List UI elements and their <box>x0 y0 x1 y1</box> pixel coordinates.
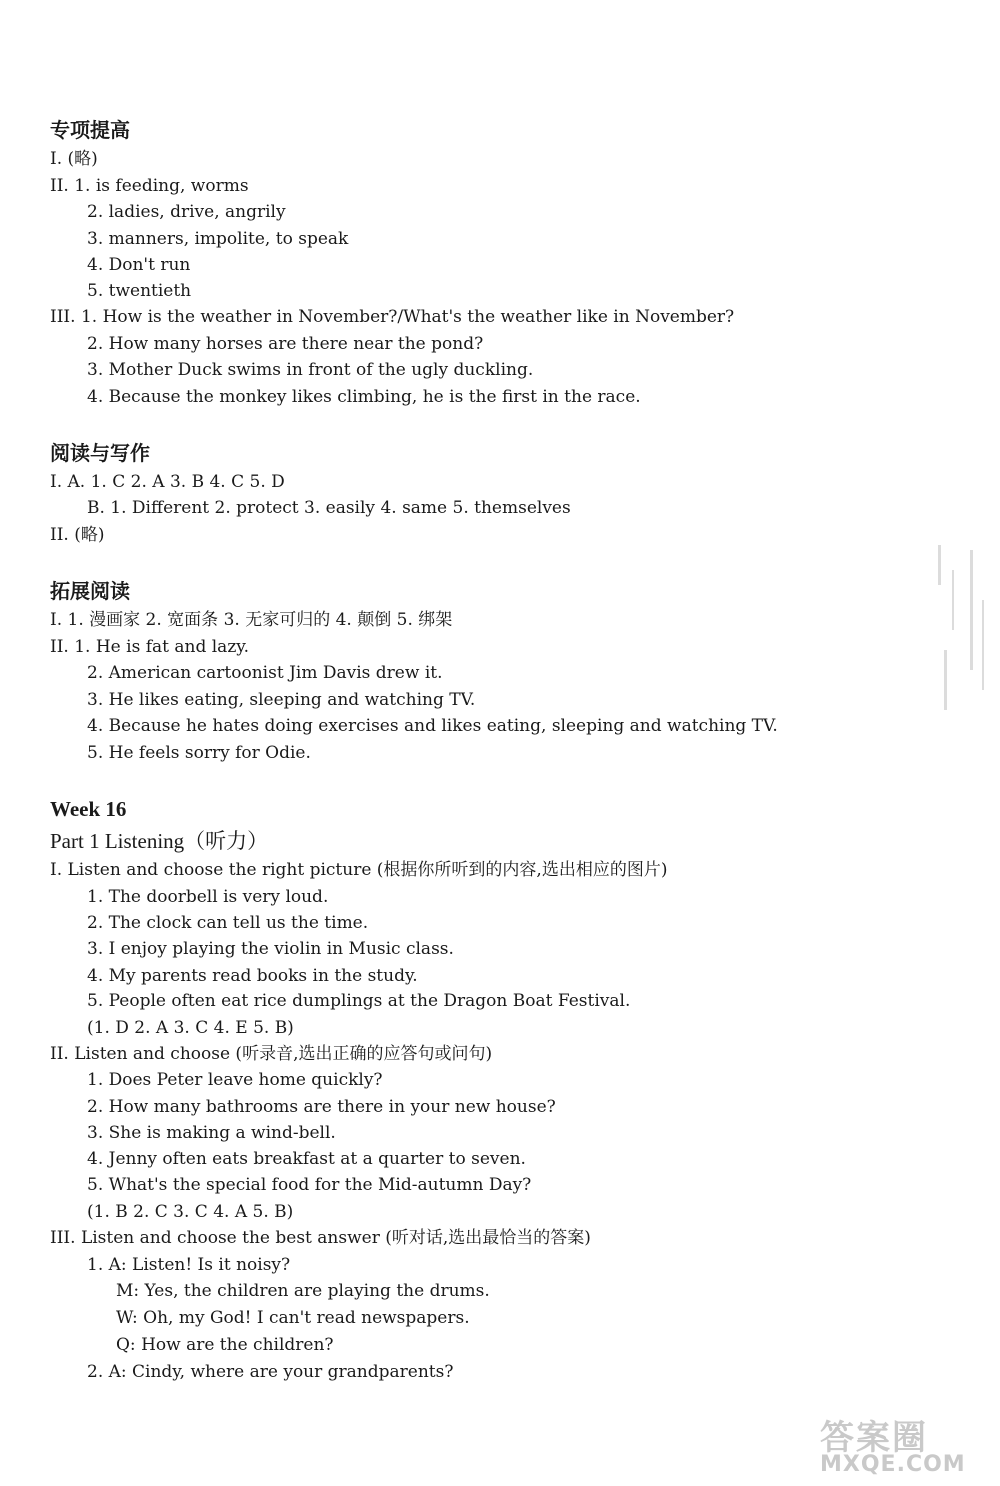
week-title: Week 16 <box>50 797 127 821</box>
w-line-20: 2. A: Cindy, where are your grandparents? <box>87 1362 454 1382</box>
bleed-through-marks <box>930 540 990 740</box>
w-line-18: W: Oh, my God! I can't read newspapers. <box>116 1308 470 1328</box>
s1-line-9: 3. Mother Duck swims in front of the ugly duckling. <box>87 360 534 380</box>
w-line-17: M: Yes, the children are playing the drums. <box>116 1281 490 1301</box>
w-line-10: 2. How many bathrooms are there in your new house? <box>87 1097 556 1117</box>
w-line-12: 4. Jenny often eats breakfast at a quarter to seven. <box>87 1149 526 1169</box>
part-title: Part 1 Listening（听力） <box>50 829 269 853</box>
w-line-2: 1. The doorbell is very loud. <box>87 887 329 907</box>
watermark-logo <box>820 1410 990 1480</box>
s1-line-4: 3. manners, impolite, to speak <box>87 229 349 249</box>
s2-line-2: B. 1. Different 2. protect 3. easily 4. same 5. themselves <box>87 498 571 518</box>
s1-line-6: 5. twentieth <box>87 281 192 301</box>
w-line-3: 2. The clock can tell us the time. <box>87 913 369 933</box>
s2-line-3: II. (略) <box>50 525 105 545</box>
s2-line-1: I. A. 1. C 2. A 3. B 4. C 5. D <box>50 472 285 492</box>
watermark-top-text: 答案圈 <box>820 1418 928 1458</box>
s1-line-2: II. 1. is feeding, worms <box>50 176 249 196</box>
w-line-4: 3. I enjoy playing the violin in Music class. <box>87 939 454 959</box>
s3-line-6: 5. He feels sorry for Odie. <box>87 743 311 763</box>
s1-line-10: 4. Because the monkey likes climbing, he is the first in the race. <box>87 387 641 407</box>
w-line-9: 1. Does Peter leave home quickly? <box>87 1070 383 1090</box>
section-title-tuozhan: 拓展阅读 <box>50 579 130 603</box>
s1-line-5: 4. Don't run <box>87 255 191 275</box>
w-line-7: (1. D 2. A 3. C 4. E 5. B) <box>87 1018 294 1038</box>
w-line-16: 1. A: Listen! Is it noisy? <box>87 1255 291 1275</box>
w-line-14: (1. B 2. C 3. C 4. A 5. B) <box>87 1202 294 1222</box>
s3-line-2: II. 1. He is fat and lazy. <box>50 637 250 657</box>
s3-line-4: 3. He likes eating, sleeping and watching TV. <box>87 690 476 710</box>
w-line-15: III. Listen and choose the best answer (听对话,选出最恰当的答案) <box>50 1228 591 1248</box>
s1-line-8: 2. How many horses are there near the pond? <box>87 334 484 354</box>
w-line-11: 3. She is making a wind-bell. <box>87 1123 336 1143</box>
s1-line-1: I. (略) <box>50 149 98 169</box>
s3-line-3: 2. American cartoonist Jim Davis drew it. <box>87 663 443 683</box>
section-title-yuedu: 阅读与写作 <box>50 441 150 465</box>
bleed-through-texture <box>930 540 990 740</box>
w-line-6: 5. People often eat rice dumplings at the Dragon Boat Festival. <box>87 991 631 1011</box>
w-line-1: I. Listen and choose the right picture (根据你所听到的内容,选出相应的图片) <box>50 860 668 880</box>
w-line-8: II. Listen and choose (听录音,选出正确的应答句或问句) <box>50 1044 493 1064</box>
s1-line-3: 2. ladies, drive, angrily <box>87 202 286 222</box>
w-line-13: 5. What's the special food for the Mid-autumn Day? <box>87 1175 532 1195</box>
s3-line-5: 4. Because he hates doing exercises and likes eating, sleeping and watching TV. <box>87 716 778 736</box>
s3-line-1: I. 1. 漫画家 2. 宽面条 3. 无家可归的 4. 颠倒 5. 绑架 <box>50 610 453 630</box>
section-title-zhuanxiang: 专项提高 <box>50 118 130 142</box>
w-line-5: 4. My parents read books in the study. <box>87 966 418 986</box>
w-line-19: Q: How are the children? <box>116 1335 334 1355</box>
watermark-bottom-text: MXQE.COM <box>820 1452 966 1477</box>
s1-line-7: III. 1. How is the weather in November?/What's the weather like in November? <box>50 307 735 327</box>
